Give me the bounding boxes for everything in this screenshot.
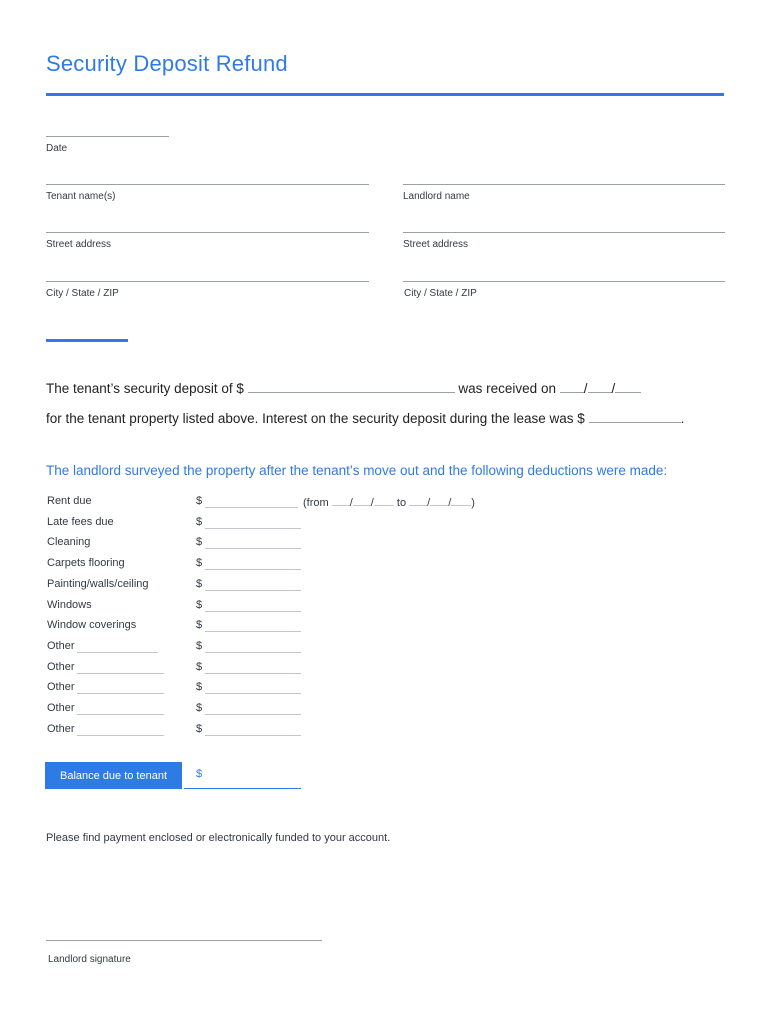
signature-label: Landlord signature (48, 954, 131, 965)
deduction-label: Painting/walls/ceiling (47, 578, 149, 590)
tenant-street-label: Street address (46, 239, 112, 250)
balance-currency: $ (196, 768, 203, 780)
deductions-heading: The landlord surveyed the property after the tenant’s move out and the following deductions were made: (46, 463, 668, 478)
deduction-currency: $ (196, 681, 203, 693)
other-description-field[interactable] (77, 714, 164, 715)
deduction-amount-field[interactable] (205, 631, 301, 632)
deduction-amount-field[interactable] (205, 611, 301, 612)
deduction-label: Other (47, 681, 75, 693)
deduction-currency: $ (196, 516, 203, 528)
deposit-line-1 (46, 381, 641, 396)
received-year-field[interactable] (615, 381, 641, 393)
date-slash: / (370, 497, 374, 509)
to-month-field[interactable] (409, 495, 427, 506)
deduction-label: Carpets flooring (47, 557, 125, 569)
landlord-street-label: Street address (403, 239, 469, 250)
page-title: Security Deposit Refund (46, 51, 288, 76)
deduction-label: Other (47, 661, 75, 673)
close-paren: ) (471, 497, 475, 509)
date-slash: / (611, 381, 616, 396)
deduction-label: Window coverings (47, 619, 137, 631)
date-slash: / (583, 381, 588, 396)
to-day-field[interactable] (430, 495, 448, 506)
deduction-label: Other (47, 723, 75, 735)
date-label: Date (46, 143, 68, 154)
deposit-text-1: The tenant’s security deposit of $ (46, 381, 244, 396)
deduction-label: Other (47, 702, 75, 714)
deduction-currency: $ (196, 640, 203, 652)
deduction-label: Other (47, 640, 75, 652)
deduction-currency: $ (196, 723, 203, 735)
deduction-amount-field[interactable] (205, 693, 301, 694)
from-year-field[interactable] (374, 495, 394, 506)
date-slash: / (427, 497, 431, 509)
landlord-name-label: Landlord name (403, 191, 470, 202)
other-description-field[interactable] (77, 652, 158, 653)
other-description-field[interactable] (77, 673, 164, 674)
from-month-field[interactable] (332, 495, 350, 506)
deduction-currency: $ (196, 702, 203, 714)
section-accent (46, 339, 128, 342)
landlord-city-label: City / State / ZIP (404, 288, 477, 299)
deduction-amount-field[interactable] (205, 590, 301, 591)
interest-text: for the tenant property listed above. Interest on the security deposit during the lease was $ (46, 411, 585, 426)
payment-note: Please find payment enclosed or electronically funded to your account. (46, 832, 391, 844)
landlord-street-field[interactable] (403, 232, 725, 233)
deduction-label: Cleaning (47, 536, 91, 548)
tenant-city-field[interactable] (46, 281, 369, 282)
to-year-field[interactable] (451, 495, 471, 506)
other-description-field[interactable] (77, 693, 164, 694)
landlord-signature-field[interactable] (46, 940, 322, 941)
deposit-line-2 (46, 411, 684, 426)
deduction-amount-field[interactable] (205, 735, 301, 736)
from-label: (from (303, 497, 329, 509)
deduction-amount-field[interactable] (205, 507, 298, 508)
deduction-label: Windows (47, 599, 92, 611)
deduction-currency: $ (196, 578, 203, 590)
from-day-field[interactable] (353, 495, 371, 506)
deposit-amount-field[interactable] (248, 381, 455, 393)
received-text: was received on (458, 381, 556, 396)
rent-period-range (303, 495, 475, 509)
balance-amount-field[interactable] (184, 788, 301, 789)
title-divider (46, 93, 724, 96)
tenant-city-label: City / State / ZIP (46, 288, 119, 299)
date-slash: / (349, 497, 353, 509)
deduction-amount-field[interactable] (205, 548, 301, 549)
deduction-amount-field[interactable] (205, 652, 301, 653)
deduction-currency: $ (196, 557, 203, 569)
date-field[interactable] (46, 136, 169, 137)
deduction-label: Rent due (47, 495, 92, 507)
landlord-city-field[interactable] (403, 281, 725, 282)
received-day-field[interactable] (588, 381, 612, 393)
tenant-name-label: Tenant name(s) (46, 191, 116, 202)
deduction-amount-field[interactable] (205, 714, 301, 715)
landlord-name-field[interactable] (403, 184, 725, 185)
tenant-street-field[interactable] (46, 232, 369, 233)
deduction-amount-field[interactable] (205, 673, 301, 674)
deduction-label: Late fees due (47, 516, 114, 528)
deduction-amount-field[interactable] (205, 528, 301, 529)
date-slash: / (448, 497, 452, 509)
period: . (680, 411, 685, 426)
other-description-field[interactable] (77, 735, 164, 736)
deduction-currency: $ (196, 495, 203, 507)
tenant-name-field[interactable] (46, 184, 369, 185)
received-month-field[interactable] (560, 381, 584, 393)
to-label: to (396, 497, 407, 509)
deduction-currency: $ (196, 661, 203, 673)
deduction-currency: $ (196, 536, 203, 548)
balance-due-badge: Balance due to tenant (45, 762, 182, 789)
deduction-currency: $ (196, 599, 203, 611)
interest-amount-field[interactable] (589, 411, 681, 423)
deduction-amount-field[interactable] (205, 569, 301, 570)
deduction-currency: $ (196, 619, 203, 631)
